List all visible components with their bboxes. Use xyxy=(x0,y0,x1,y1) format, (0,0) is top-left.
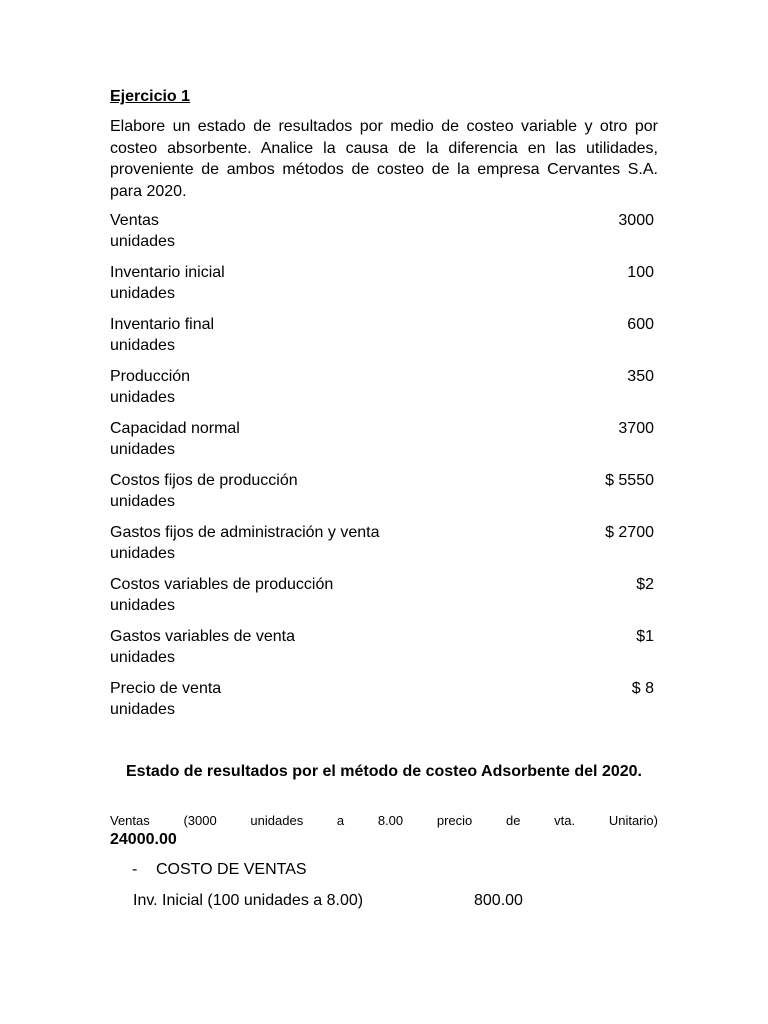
initial-inventory-value: 800.00 xyxy=(474,892,523,909)
list-item xyxy=(110,678,658,730)
item-unit: unidades xyxy=(110,337,175,354)
item-label: Inventario inicial xyxy=(110,264,225,281)
item-label: Producción xyxy=(110,368,191,385)
item-label: Capacidad normal xyxy=(110,420,240,437)
item-unit: unidades xyxy=(110,389,175,406)
item-label: Inventario final xyxy=(110,316,215,333)
list-item xyxy=(110,470,658,522)
list-item xyxy=(110,626,658,678)
sales-word: vta. xyxy=(554,813,576,828)
item-value: $2 xyxy=(636,576,654,593)
item-label: Precio de venta xyxy=(110,680,222,697)
item-label: Costos fijos de producción xyxy=(110,472,298,489)
sales-word: precio xyxy=(436,813,473,828)
sales-description xyxy=(110,813,658,829)
list-item xyxy=(110,210,658,262)
item-unit: unidades xyxy=(110,649,175,666)
sales-word: a xyxy=(336,813,345,828)
item-unit: unidades xyxy=(110,441,175,458)
sales-word: (3000 xyxy=(183,813,217,828)
item-value: $ 5550 xyxy=(605,472,654,489)
sales-word: de xyxy=(505,813,521,828)
item-unit: unidades xyxy=(110,233,175,250)
cost-of-sales-heading xyxy=(132,860,307,880)
statement-title: Estado de resultados por el método de costeo Adsorbente del 2020. xyxy=(126,763,642,780)
item-unit: unidades xyxy=(110,285,175,302)
sales-total: 24000.00 xyxy=(110,831,177,848)
item-value: $ 8 xyxy=(631,680,654,697)
item-label: Ventas xyxy=(110,212,159,229)
item-value: $1 xyxy=(636,628,654,645)
item-label: Costos variables de producción xyxy=(110,576,334,593)
item-value: 3700 xyxy=(618,420,654,437)
item-unit: unidades xyxy=(110,597,175,614)
sales-word: Ventas xyxy=(110,813,150,828)
exercise-heading: Ejercicio 1 xyxy=(110,88,191,105)
sales-word: Unitario) xyxy=(608,813,658,828)
list-item xyxy=(110,574,658,626)
item-value: $ 2700 xyxy=(605,524,654,541)
list-item xyxy=(110,418,658,470)
sales-word: 8.00 xyxy=(377,813,404,828)
list-item xyxy=(110,522,658,574)
item-label: Gastos fijos de administración y venta xyxy=(110,524,380,541)
sales-word: unidades xyxy=(250,813,304,828)
bullet-dash: - xyxy=(132,861,138,878)
list-item xyxy=(110,262,658,314)
initial-inventory-label: Inv. Inicial (100 unidades a 8.00) xyxy=(133,892,364,909)
item-unit: unidades xyxy=(110,701,175,718)
item-value: 600 xyxy=(627,316,654,333)
item-label: Gastos variables de venta xyxy=(110,628,295,645)
item-unit: unidades xyxy=(110,493,175,510)
list-item xyxy=(110,366,658,418)
exercise-instructions: Elabore un estado de resultados por medio de costeo variable y otro por costeo absorbente. Analice la causa de la diferencia en las utilidades, proveniente de ambos métodos de costeo de la empresa Cervantes S.A. para 2020. xyxy=(110,118,658,200)
cost-of-sales-label: COSTO DE VENTAS xyxy=(156,861,307,878)
item-value: 3000 xyxy=(618,212,654,229)
item-unit: unidades xyxy=(110,545,175,562)
item-value: 350 xyxy=(627,368,654,385)
list-item xyxy=(110,314,658,366)
data-list xyxy=(110,210,658,730)
item-value: 100 xyxy=(627,264,654,281)
